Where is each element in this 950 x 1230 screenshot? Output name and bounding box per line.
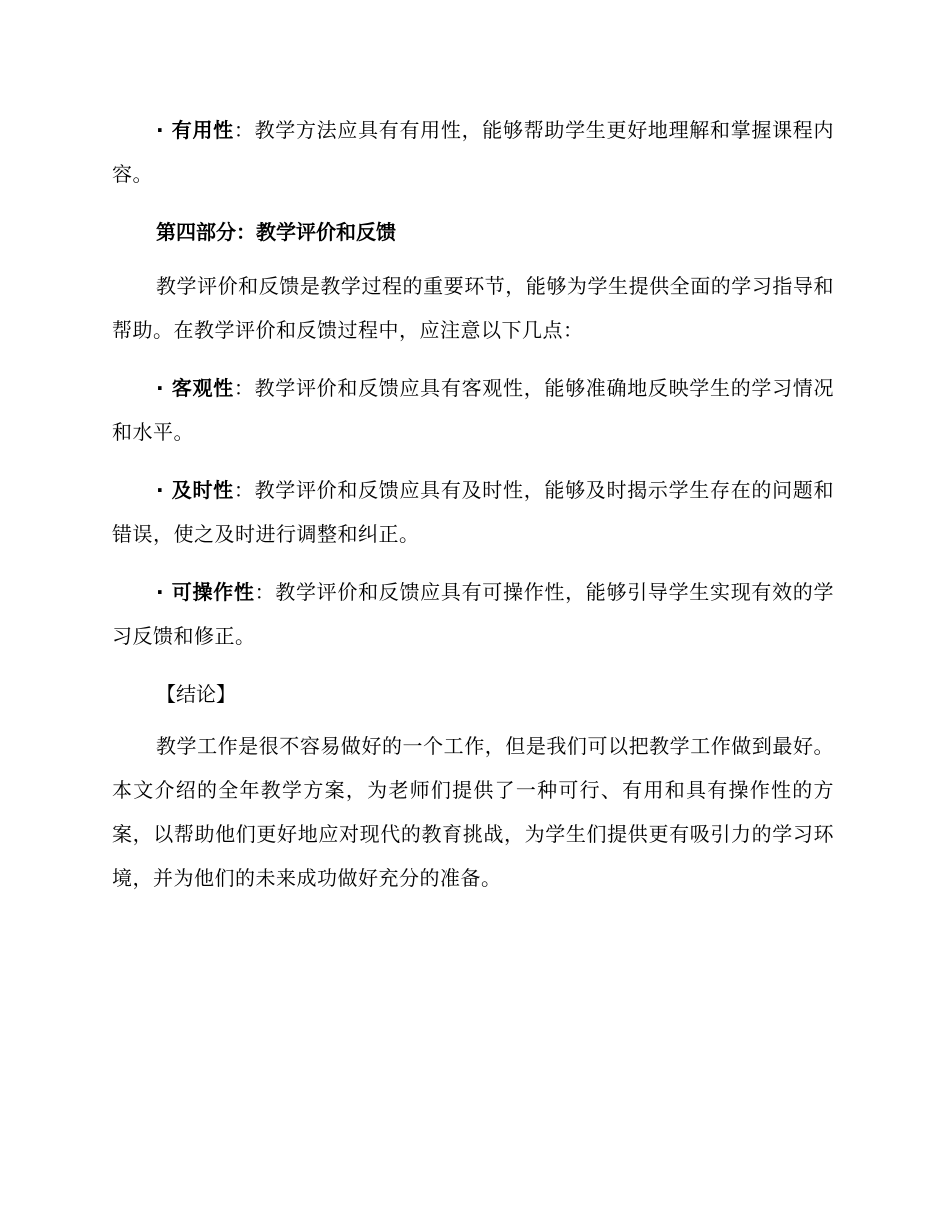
section-heading: 第四部分：教学评价和反馈 [156, 220, 396, 244]
bullet-term: · 客观性 [156, 376, 234, 400]
bullet-term: · 有用性 [156, 118, 234, 142]
bullet-text: ：教学评价和反馈应具有及时性，能够及时揭示学生存在的问题和错误，使之及时进行调整和纠正。 [112, 478, 835, 546]
conclusion-heading: 【结论】 [156, 682, 236, 706]
bullet-term: · 可操作性 [156, 580, 255, 604]
bullet-text: ：教学评价和反馈应具有客观性，能够准确地反映学生的学习情况和水平。 [112, 376, 835, 444]
paragraph-conclusion: 教学工作是很不容易做好的一个工作，但是我们可以把教学工作做到最好。本文介绍的全年教学方案，为老师们提供了一种可行、有用和具有操作性的方案，以帮助他们更好地应对现代的教育挑战，为学生们提供更有吸引力的学习环境，并为他们的未来成功做好充分的准备。 [112, 734, 834, 890]
document-page [112, 108, 834, 914]
bullet-operability [112, 570, 834, 658]
bullet-timeliness [112, 468, 834, 556]
bullet-term: · 及时性 [156, 478, 234, 502]
bullet-text: ：教学方法应具有有用性，能够帮助学生更好地理解和掌握课程内容。 [112, 118, 835, 186]
bullet-text: ：教学评价和反馈应具有可操作性，能够引导学生实现有效的学习反馈和修正。 [112, 580, 835, 648]
bullet-objectivity [112, 366, 834, 454]
bullet-usefulness [112, 108, 834, 196]
paragraph-intro: 教学评价和反馈是教学过程的重要环节，能够为学生提供全面的学习指导和帮助。在教学评价和反馈过程中，应注意以下几点： [112, 274, 834, 342]
